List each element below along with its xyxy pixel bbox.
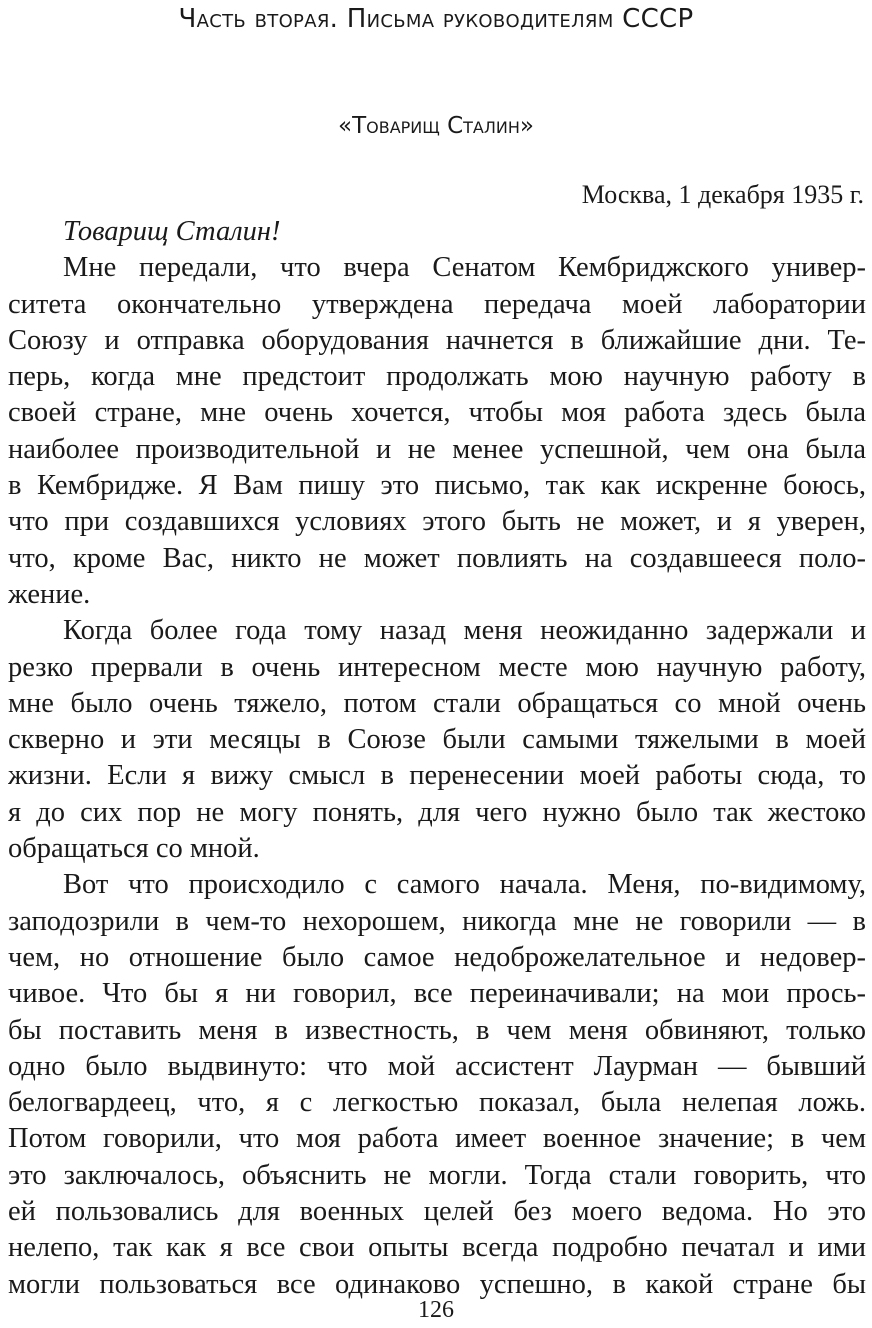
chapter-title: «Товарищ Сталин» xyxy=(338,113,534,139)
paragraphs xyxy=(8,250,866,1303)
dateline: Москва, 1 декабря 1935 г. xyxy=(581,180,864,209)
text-line: перь, когда мне предстоит продолжать мою научную работу в xyxy=(8,361,866,393)
paragraph xyxy=(8,867,866,1303)
text-line: это заключалось, объяснить не могли. Тогда стали говорить, что xyxy=(8,1159,866,1191)
text-line: своей стране, мне очень хочется, чтобы моя работа здесь была xyxy=(8,397,866,429)
text-line: что, кроме Вас, никто не может повлиять на создавшееся поло- xyxy=(8,542,866,574)
text-line: резко прервали в очень интересном месте мою научную работу, xyxy=(8,651,866,683)
text-line: нелепо, так как я все свои опыты всегда подробно печатал и ими xyxy=(8,1232,866,1264)
paragraph xyxy=(8,613,866,867)
text-line: Вот что происходило с самого начала. Меня, по-видимому, xyxy=(63,869,866,901)
text-line: бы поставить меня в известность, в чем меня обвиняют, только xyxy=(8,1014,866,1046)
text-line: в Кембридже. Я Вам пишу это письмо, так как искренне боюсь, xyxy=(8,470,866,502)
running-head: Часть вторая. Письма руководителям СССР xyxy=(178,4,694,34)
letter-body xyxy=(8,214,866,1303)
text-line: одно было выдвинуто: что мой ассистент Лаурман — бывший xyxy=(8,1050,866,1082)
greeting: Товарищ Сталин! xyxy=(63,216,281,247)
text-line: заподозрили в чем-то нехорошем, никогда мне не говорили — в xyxy=(8,905,866,937)
page-number: 126 xyxy=(418,1297,454,1323)
text-line: ситета окончательно утверждена передача моей лаборатории xyxy=(8,288,866,320)
text-line: ей пользовались для военных целей без моего ведома. Но это xyxy=(8,1196,866,1228)
text-line: Союзу и отправка оборудования начнется в ближайшие дни. Те- xyxy=(8,324,866,356)
text-line: Потом говорили, что моя работа имеет военное значение; в чем xyxy=(8,1123,866,1155)
text-line: я до сих пор не могу понять, для чего нужно было так жестоко xyxy=(8,796,866,828)
text-line: белогвардеец, что, я с легкостью показал, была нелепая ложь. xyxy=(8,1087,866,1119)
text-line: могли пользоваться все одинаково успешно, в какой стране бы xyxy=(8,1268,866,1300)
text-line: Мне передали, что вчера Сенатом Кембриджского универ- xyxy=(63,252,866,284)
text-line: наиболее производительной и не менее успешной, чем она была xyxy=(8,433,866,465)
text-line: жение. xyxy=(8,578,91,610)
text-line: скверно и эти месяцы в Союзе были самыми тяжелыми в моей xyxy=(8,724,866,756)
text-line: чивое. Что бы я ни говорил, все переиначивали; на мои прось- xyxy=(8,978,866,1010)
text-line: мне было очень тяжело, потом стали обращаться со мной очень xyxy=(8,687,866,719)
text-line: обращаться со мной. xyxy=(8,833,260,865)
text-line: что при создавшихся условиях этого быть не может, и я уверен, xyxy=(8,506,866,538)
paragraph xyxy=(8,250,866,613)
text-line: чем, но отношение было самое недоброжелательное и недовер- xyxy=(8,941,866,973)
text-line: Когда более года тому назад меня неожиданно задержали и xyxy=(63,615,866,647)
text-line: жизни. Если я вижу смысл в перенесении моей работы сюда, то xyxy=(8,760,866,792)
